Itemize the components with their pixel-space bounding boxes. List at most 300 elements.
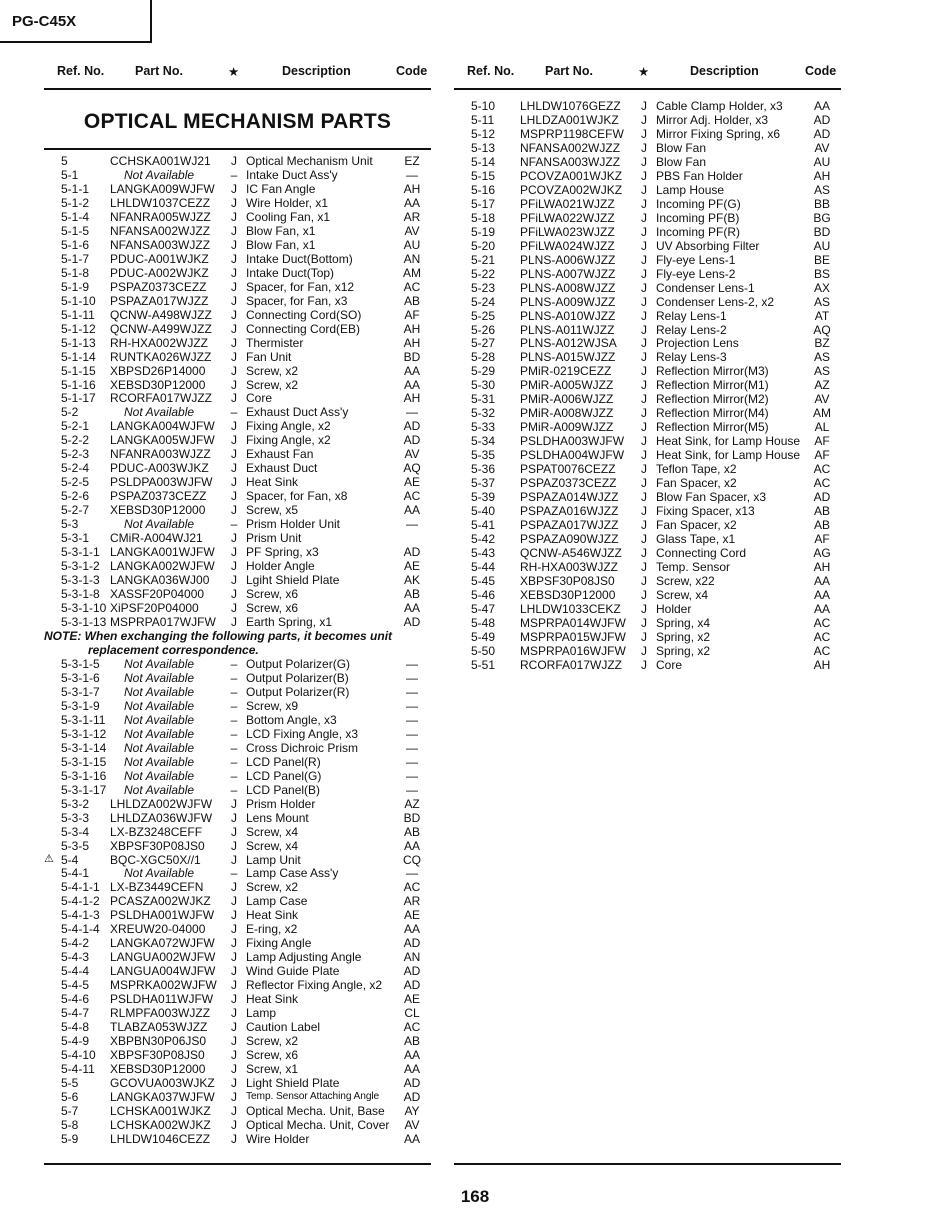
code-cell: AN	[403, 950, 421, 965]
part-no-cell: QCNW-A499WJZZ	[110, 321, 212, 336]
ref-no-cell: 5-4-10	[61, 1048, 96, 1063]
ref-no-cell: 5-37	[471, 476, 496, 491]
code-cell: AH	[403, 181, 421, 196]
ref-no-cell: 5-3-1-14	[61, 740, 107, 755]
ref-no-cell: 5-3-1-9	[61, 698, 100, 713]
description-cell: Optical Mecha. Unit, Base	[246, 1103, 385, 1118]
table-row	[454, 281, 841, 295]
description-cell: Condenser Lens-2, x2	[656, 294, 775, 309]
part-no-cell: XEBSD30P12000	[110, 1062, 206, 1077]
ref-no-cell: 5-1-5	[61, 223, 90, 238]
table-row	[44, 364, 431, 378]
table-row	[44, 936, 431, 950]
ref-no-cell: 5-47	[471, 601, 496, 616]
part-no-cell: NFANSA003WJZZ	[110, 237, 211, 252]
code-cell: AD	[813, 126, 831, 141]
part-no-cell: LCHSKA001WJKZ	[110, 1103, 211, 1118]
description-cell: Exhaust Duct Ass'y	[246, 405, 349, 420]
table-row	[454, 602, 841, 616]
mark-cell: J	[231, 433, 237, 448]
ref-no-cell: 5-12	[471, 126, 496, 141]
code-cell: AD	[403, 545, 421, 560]
table-row	[454, 658, 841, 672]
table-row	[44, 517, 431, 531]
mark-cell: J	[231, 587, 237, 602]
mark-cell: J	[231, 279, 237, 294]
mark-cell: J	[231, 293, 237, 308]
ref-no-cell: 5-4-5	[61, 978, 90, 993]
ref-no-cell: 5-3-1-8	[61, 587, 100, 602]
part-no-cell: QCNW-A498WJZZ	[110, 307, 212, 322]
mark-cell: –	[230, 517, 238, 532]
code-cell: AR	[403, 894, 421, 909]
right-parts-list	[454, 99, 841, 672]
ref-no-cell: 5-3-1-3	[61, 573, 100, 588]
ref-no-cell: 5-45	[471, 573, 496, 588]
code-cell: AV	[404, 447, 420, 462]
code-cell: AD	[813, 112, 831, 127]
code-cell: AA	[403, 1062, 420, 1077]
ref-no-cell: 5-3-1-16	[61, 768, 107, 783]
ref-no-cell: 5-1-6	[61, 237, 90, 252]
code-cell: AA	[403, 503, 420, 518]
part-no-cell: PLNS-A006WJZZ	[520, 252, 616, 267]
mark-cell: J	[231, 894, 237, 909]
part-no-cell: NFANSA002WJZZ	[110, 223, 211, 238]
code-cell: AS	[813, 350, 830, 365]
code-cell: AU	[813, 238, 831, 253]
mark-cell: J	[231, 363, 237, 378]
description-cell: Intake Duct(Bottom)	[246, 251, 353, 266]
ref-no-cell: 5-4-11	[61, 1062, 95, 1077]
code-cell: —	[406, 656, 418, 671]
table-row	[44, 1076, 431, 1090]
header-part-no: Part No.	[135, 64, 183, 78]
description-cell: Reflection Mirror(M5)	[656, 420, 769, 435]
right-column-header	[454, 64, 841, 82]
part-no-cell: PDUC-A001WJKZ	[110, 251, 209, 266]
header-description: Description	[282, 64, 351, 78]
description-cell: Prism Holder	[246, 796, 316, 811]
code-cell: AM	[813, 406, 831, 421]
code-cell: AB	[403, 1034, 420, 1049]
description-cell: Blow Fan, x1	[246, 223, 316, 238]
code-cell: —	[406, 726, 418, 741]
table-row	[454, 476, 841, 490]
ref-no-cell: 5-1-7	[61, 251, 90, 266]
description-cell: PF Spring, x3	[246, 545, 319, 560]
ref-no-cell: 5-4	[61, 852, 79, 867]
code-cell: AA	[403, 601, 420, 615]
part-no-cell: PDUC-A003WJKZ	[110, 461, 209, 476]
ref-no-cell: 5	[61, 154, 68, 168]
code-cell: AA	[813, 99, 830, 113]
ref-no-cell: 5-3-1-15	[61, 754, 107, 769]
ref-no-cell: 5-4-8	[61, 1020, 90, 1035]
description-cell: Optical Mechanism Unit	[246, 154, 373, 168]
table-row	[44, 992, 431, 1006]
part-no-cell: PMiR-0219CEZZ	[520, 364, 612, 379]
part-no-cell: LANGUA002WJFW	[110, 950, 216, 965]
part-no-cell: XEBSD30P12000	[110, 503, 206, 518]
table-row	[454, 350, 841, 364]
description-cell: Spacer, for Fan, x12	[246, 279, 355, 294]
table-row	[44, 433, 431, 447]
mark-cell: J	[641, 140, 647, 155]
table-row	[454, 448, 841, 462]
left-column-header	[44, 64, 431, 82]
mark-cell: J	[641, 587, 647, 602]
ref-no-cell: 5-15	[471, 168, 496, 183]
ref-no-cell: 5-29	[471, 364, 496, 379]
part-no-cell: PMiR-A005WJZZ	[520, 378, 614, 393]
part-no-cell: Not Available	[124, 866, 195, 881]
mark-cell: J	[231, 391, 237, 406]
mark-cell: J	[231, 461, 237, 476]
code-cell: AA	[403, 363, 420, 378]
description-cell: Lamp Case	[246, 894, 308, 909]
header-ref-no: Ref. No.	[467, 64, 515, 78]
mark-cell: J	[231, 209, 237, 224]
ref-no-cell: 5-4-3	[61, 950, 90, 965]
description-cell: Connecting Cord(EB)	[246, 321, 361, 336]
code-cell: AU	[813, 154, 831, 169]
description-cell: Screw, x6	[246, 587, 299, 602]
part-no-cell: Not Available	[124, 754, 195, 769]
ref-no-cell: 5-4-6	[61, 992, 90, 1007]
ref-no-cell: 5-22	[471, 266, 496, 281]
left-rows-b	[44, 657, 431, 1146]
code-cell: AT	[814, 308, 830, 323]
mark-cell: J	[641, 364, 647, 379]
description-cell: Reflection Mirror(M4)	[656, 406, 769, 421]
mark-cell: J	[231, 796, 237, 811]
table-row	[44, 1104, 431, 1118]
part-no-cell: LHLDZA036WJFW	[110, 810, 213, 825]
mark-cell: J	[231, 992, 237, 1007]
description-cell: Condenser Lens-1	[656, 280, 755, 295]
code-cell: AH	[403, 335, 421, 350]
table-row	[44, 405, 431, 419]
code-cell: AH	[813, 168, 831, 183]
part-no-cell: TLABZA053WJZZ	[110, 1020, 208, 1035]
ref-no-cell: 5-2	[61, 405, 79, 420]
code-cell: BD	[403, 810, 421, 825]
mark-cell: J	[641, 504, 647, 519]
ref-no-cell: 5-1-2	[61, 195, 90, 210]
description-cell: Holder Angle	[246, 559, 315, 574]
table-row	[44, 252, 431, 266]
mark-cell: J	[231, 154, 237, 168]
part-no-cell: GCOVUA003WJKZ	[110, 1076, 215, 1090]
code-cell: AS	[813, 364, 830, 379]
description-cell: Fixing Angle	[246, 936, 312, 951]
code-cell: AB	[403, 587, 420, 602]
table-row	[44, 978, 431, 992]
ref-no-cell: 5-3-4	[61, 824, 90, 839]
description-cell: Screw, x6	[246, 601, 299, 615]
description-cell: Wire Holder, x1	[246, 195, 329, 210]
description-cell: Mirror Adj. Holder, x3	[656, 112, 769, 127]
ref-no-cell: 5-3	[61, 517, 79, 532]
part-no-cell: Not Available	[124, 656, 195, 671]
description-cell: Reflector Fixing Angle, x2	[246, 978, 383, 993]
ref-no-cell: 5-4-1-2	[61, 894, 100, 909]
mark-cell: J	[641, 308, 647, 323]
table-row	[44, 378, 431, 392]
ref-no-cell: 5-41	[471, 518, 496, 533]
table-row	[454, 546, 841, 560]
mark-cell: J	[231, 447, 237, 462]
mark-cell: J	[641, 280, 647, 295]
part-no-cell: PSPAZA016WJZZ	[520, 504, 619, 519]
table-row	[454, 420, 841, 434]
mark-cell: J	[641, 168, 647, 183]
ref-no-cell: 5-4-7	[61, 1006, 90, 1021]
description-cell: Connecting Cord(SO)	[246, 307, 362, 322]
mark-cell: J	[641, 462, 647, 477]
mark-cell: –	[230, 405, 238, 420]
part-no-cell: PLNS-A011WJZZ	[520, 322, 615, 337]
part-no-cell: PSPAZA017WJZZ	[520, 518, 619, 533]
mark-cell: J	[641, 573, 647, 588]
code-cell: AF	[404, 307, 420, 322]
ref-no-cell: 5-9	[61, 1131, 79, 1146]
ref-no-cell: 5-25	[471, 308, 496, 323]
description-cell: LCD Fixing Angle, x3	[246, 726, 359, 741]
code-cell: AC	[813, 629, 831, 644]
mark-cell: J	[231, 852, 237, 867]
table-row	[454, 616, 841, 630]
ref-no-cell: 5-42	[471, 532, 496, 547]
description-cell: Reflection Mirror(M1)	[656, 378, 769, 393]
ref-no-cell: 5-5	[61, 1076, 79, 1090]
ref-no-cell: 5-32	[471, 406, 496, 421]
mark-cell: J	[641, 657, 647, 672]
part-no-cell: RCORFA017WJZZ	[520, 657, 623, 672]
mark-cell: J	[231, 810, 237, 825]
description-cell: Cooling Fan, x1	[246, 209, 331, 224]
table-row	[44, 741, 431, 755]
ref-no-cell: 5-3-2	[61, 796, 90, 811]
part-no-cell: XBPSF30P08JS0	[110, 838, 205, 853]
description-cell: E-ring, x2	[246, 922, 298, 937]
table-row	[44, 894, 431, 908]
part-no-cell: XREUW20-04000	[110, 922, 206, 937]
mark-cell: J	[641, 434, 647, 449]
mark-cell: J	[231, 489, 237, 504]
mark-cell: J	[231, 1048, 237, 1063]
description-cell: Core	[656, 657, 683, 672]
table-row	[454, 183, 841, 197]
table-row	[44, 839, 431, 853]
table-row	[454, 253, 841, 267]
code-cell: AL	[814, 420, 830, 435]
description-cell: Fixing Angle, x2	[246, 419, 331, 434]
description-cell: Optical Mecha. Unit, Cover	[246, 1117, 390, 1132]
table-row	[44, 825, 431, 839]
description-cell: Fixing Spacer, x13	[656, 504, 755, 519]
ref-no-cell: 5-3-1-5	[61, 656, 100, 671]
part-no-cell: LX-BZ3449CEFN	[110, 880, 204, 895]
ref-no-cell: 5-4-1-3	[61, 908, 100, 923]
header-mark: ★	[638, 65, 650, 79]
mark-cell: J	[231, 559, 237, 574]
mark-cell: –	[230, 712, 238, 727]
description-cell: Exhaust Duct	[246, 461, 318, 476]
table-row	[44, 573, 431, 587]
table-row	[44, 447, 431, 461]
part-no-cell: LHLDW1037CEZZ	[110, 195, 211, 210]
mark-cell: –	[230, 726, 238, 741]
part-no-cell: PMiR-A008WJZZ	[520, 406, 614, 421]
code-cell: AU	[403, 237, 421, 252]
code-cell: —	[406, 754, 418, 769]
code-cell: BD	[813, 224, 831, 239]
part-no-cell: Not Available	[124, 167, 195, 182]
ref-no-cell: 5-1-17	[61, 391, 96, 406]
description-cell: Mirror Fixing Spring, x6	[656, 126, 781, 141]
ref-no-cell: 5-36	[471, 462, 496, 477]
part-no-cell: LANGKA009WJFW	[110, 181, 215, 196]
mark-cell: J	[231, 978, 237, 993]
part-no-cell: PFiLWA023WJZZ	[520, 224, 615, 239]
mark-cell: J	[231, 307, 237, 322]
table-row	[44, 322, 431, 336]
mark-cell: J	[231, 964, 237, 979]
ref-no-cell: 5-6	[61, 1089, 79, 1104]
description-cell: Screw, x4	[656, 587, 709, 602]
description-cell: Screw, x6	[246, 1048, 299, 1063]
mark-cell: J	[231, 419, 237, 434]
description-cell: Screw, x2	[246, 377, 299, 392]
table-row	[44, 1020, 431, 1034]
code-cell: —	[406, 670, 418, 685]
ref-no-cell: 5-14	[471, 154, 496, 169]
ref-no-cell: 5-35	[471, 448, 496, 463]
table-row	[44, 699, 431, 713]
part-no-cell: NFANSA002WJZZ	[520, 140, 621, 155]
description-cell: LCD Panel(B)	[246, 782, 321, 797]
table-row	[44, 615, 431, 629]
mark-cell: –	[230, 768, 238, 783]
part-no-cell: LHLDZA001WJKZ	[520, 112, 619, 127]
description-cell: Screw, x22	[656, 573, 715, 588]
mark-cell: –	[230, 866, 238, 881]
table-row	[44, 671, 431, 685]
table-row	[44, 503, 431, 517]
part-no-cell: PMiR-A009WJZZ	[520, 420, 614, 435]
part-no-cell: XASSF20P04000	[110, 587, 205, 602]
part-no-cell: PSPAT0076CEZZ	[520, 462, 616, 477]
header-part-no: Part No.	[545, 64, 593, 78]
part-no-cell: PFiLWA024WJZZ	[520, 238, 615, 253]
table-row	[454, 462, 841, 476]
table-row	[44, 853, 431, 867]
description-cell: Fan Unit	[246, 349, 292, 364]
table-row	[44, 210, 431, 224]
part-no-cell: PSLDHA001WJFW	[110, 908, 215, 923]
table-row	[454, 323, 841, 337]
mark-cell: J	[641, 350, 647, 365]
table-row	[454, 504, 841, 518]
mark-cell: J	[641, 99, 647, 113]
code-cell: BD	[403, 349, 421, 364]
part-no-cell: MSPRKA002WJFW	[110, 978, 217, 993]
ref-no-cell: 5-44	[471, 559, 496, 574]
table-row	[454, 644, 841, 658]
mark-cell: –	[230, 754, 238, 769]
ref-no-cell: 5-34	[471, 434, 496, 449]
table-row	[44, 391, 431, 405]
part-no-cell: MSPRPA014WJFW	[520, 615, 626, 630]
table-row	[44, 880, 431, 894]
code-cell: AC	[403, 489, 421, 504]
description-cell: Spacer, for Fan, x8	[246, 489, 348, 504]
table-row	[44, 1118, 431, 1132]
code-cell: AK	[403, 573, 420, 588]
left-rows-a	[44, 154, 431, 629]
description-cell: Fly-eye Lens-2	[656, 266, 736, 281]
note-line-1: NOTE: When exchanging the following parts, it becomes unit	[44, 628, 393, 643]
code-cell: AB	[403, 824, 420, 839]
part-no-cell: LX-BZ3248CEFF	[110, 824, 203, 839]
part-no-cell: PFiLWA021WJZZ	[520, 196, 615, 211]
description-cell: Exhaust Fan	[246, 447, 314, 462]
code-cell: AB	[403, 293, 420, 308]
table-row	[44, 489, 431, 503]
part-no-cell: Not Available	[124, 768, 195, 783]
code-cell: AS	[813, 294, 830, 309]
left-parts-list	[44, 154, 431, 1146]
code-cell: AA	[403, 838, 420, 853]
part-no-cell: XBPBN30P06JS0	[110, 1034, 207, 1049]
table-row	[454, 588, 841, 602]
part-no-cell: XBPSF30P08JS0	[520, 573, 615, 588]
ref-no-cell: 5-50	[471, 643, 496, 658]
part-no-cell: MSPRPA015WJFW	[520, 629, 626, 644]
part-no-cell: XBPSD26P14000	[110, 363, 206, 378]
part-no-cell: Not Available	[124, 712, 195, 727]
part-no-cell: QCNW-A546WJZZ	[520, 546, 622, 560]
description-cell: Bottom Angle, x3	[246, 712, 337, 727]
code-cell: —	[406, 167, 418, 182]
description-cell: Fly-eye Lens-1	[656, 252, 736, 267]
description-cell: Blow Fan, x1	[246, 237, 316, 252]
part-no-cell: XBPSF30P08JS0	[110, 1048, 205, 1063]
ref-no-cell: 5-4-1	[61, 866, 90, 881]
table-row	[44, 1090, 431, 1104]
table-row	[44, 336, 431, 350]
table-row	[44, 238, 431, 252]
page-number: 168	[460, 1187, 490, 1206]
part-no-cell: PMiR-A006WJZZ	[520, 392, 614, 407]
mark-cell: J	[641, 615, 647, 630]
description-cell: Caution Label	[246, 1020, 321, 1035]
code-cell: AA	[403, 1048, 420, 1063]
description-cell: Output Polarizer(B)	[246, 670, 349, 685]
description-cell: Incoming PF(R)	[656, 224, 741, 239]
code-cell: AR	[403, 209, 421, 224]
ref-no-cell: 5-3-1-1	[61, 545, 100, 560]
mark-cell: J	[231, 237, 237, 252]
mark-cell: –	[230, 684, 238, 699]
mark-cell: J	[641, 154, 647, 169]
part-no-cell: Not Available	[124, 698, 195, 713]
description-cell: Heat Sink, for Lamp House	[656, 434, 801, 449]
part-no-cell: PLNS-A009WJZZ	[520, 294, 616, 309]
mark-cell: J	[231, 377, 237, 392]
